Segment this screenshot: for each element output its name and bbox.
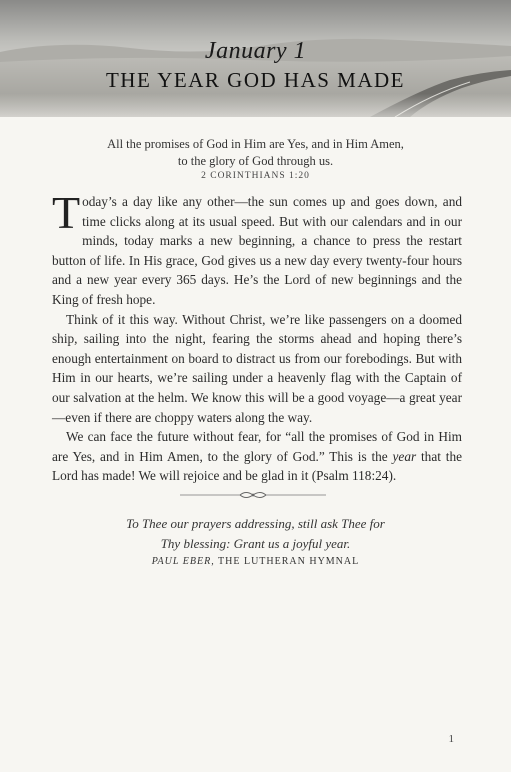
paragraph-1 — [52, 187, 462, 310]
scripture-line-1: All the promises of God in Him are Yes, and in Him Amen, — [107, 137, 404, 151]
attribution-source: THE LUTHERAN HYMNAL — [218, 556, 360, 567]
prayer-line-1: To Thee our prayers addressing, still ask Thee for — [126, 516, 385, 531]
ornament-divider-icon — [178, 488, 328, 502]
devotional-body — [52, 187, 462, 486]
attribution-author: PAUL EBER, — [151, 556, 215, 567]
closing-prayer — [60, 514, 451, 554]
header-banner — [0, 0, 511, 117]
page-date: January 1 — [204, 38, 307, 64]
scripture-reference: 2 CORINTHIANS 1:20 — [201, 171, 310, 181]
scripture-verse — [60, 136, 451, 170]
drop-cap: T — [52, 187, 81, 238]
page-number: 1 — [448, 733, 454, 745]
paragraph-2: Think of it this way. Without Christ, we’re like passengers on a doomed ship, sailing into the night, fearing the storms ahead and hoping there’s enough entertainment on board to distract us from our forebodings. But with Him in our hearts, we’re sailing under a heavenly flag with the Captain of our salvation at the helm. We know this will be a good voyage—a great year—even if there are choppy waters along the way. — [52, 311, 462, 425]
paragraph-3-text-b: that the Lord has made! We will rejoice and be glad in it (Psalm 118:24). — [52, 448, 462, 484]
paragraph-3-text-a: We can face the future without fear, for “all the promises of God in Him are Yes, and in Him Amen, to the glory of God.” This is the — [52, 429, 462, 464]
page-title: THE YEAR GOD HAS MADE — [105, 68, 406, 92]
prayer-line-2: Thy blessing: Grant us a joyful year. — [160, 536, 351, 551]
prayer-attribution — [60, 556, 451, 567]
scripture-line-2: to the glory of God through us. — [177, 154, 334, 168]
paragraph-3 — [52, 427, 462, 486]
paragraph-3-emphasis: year — [392, 448, 417, 464]
paragraph-1-text: oday’s a day like any other—the sun comes up and goes down, and time clicks along at its usual speed. But with our calendars and in our minds, today marks a new beginning, a chance to press the restart button of life. In His grace, God gives us a new day every twenty-four hours and a new year every 365 days. He’s the Lord of new beginnings and the King of fresh hope. — [52, 194, 462, 307]
